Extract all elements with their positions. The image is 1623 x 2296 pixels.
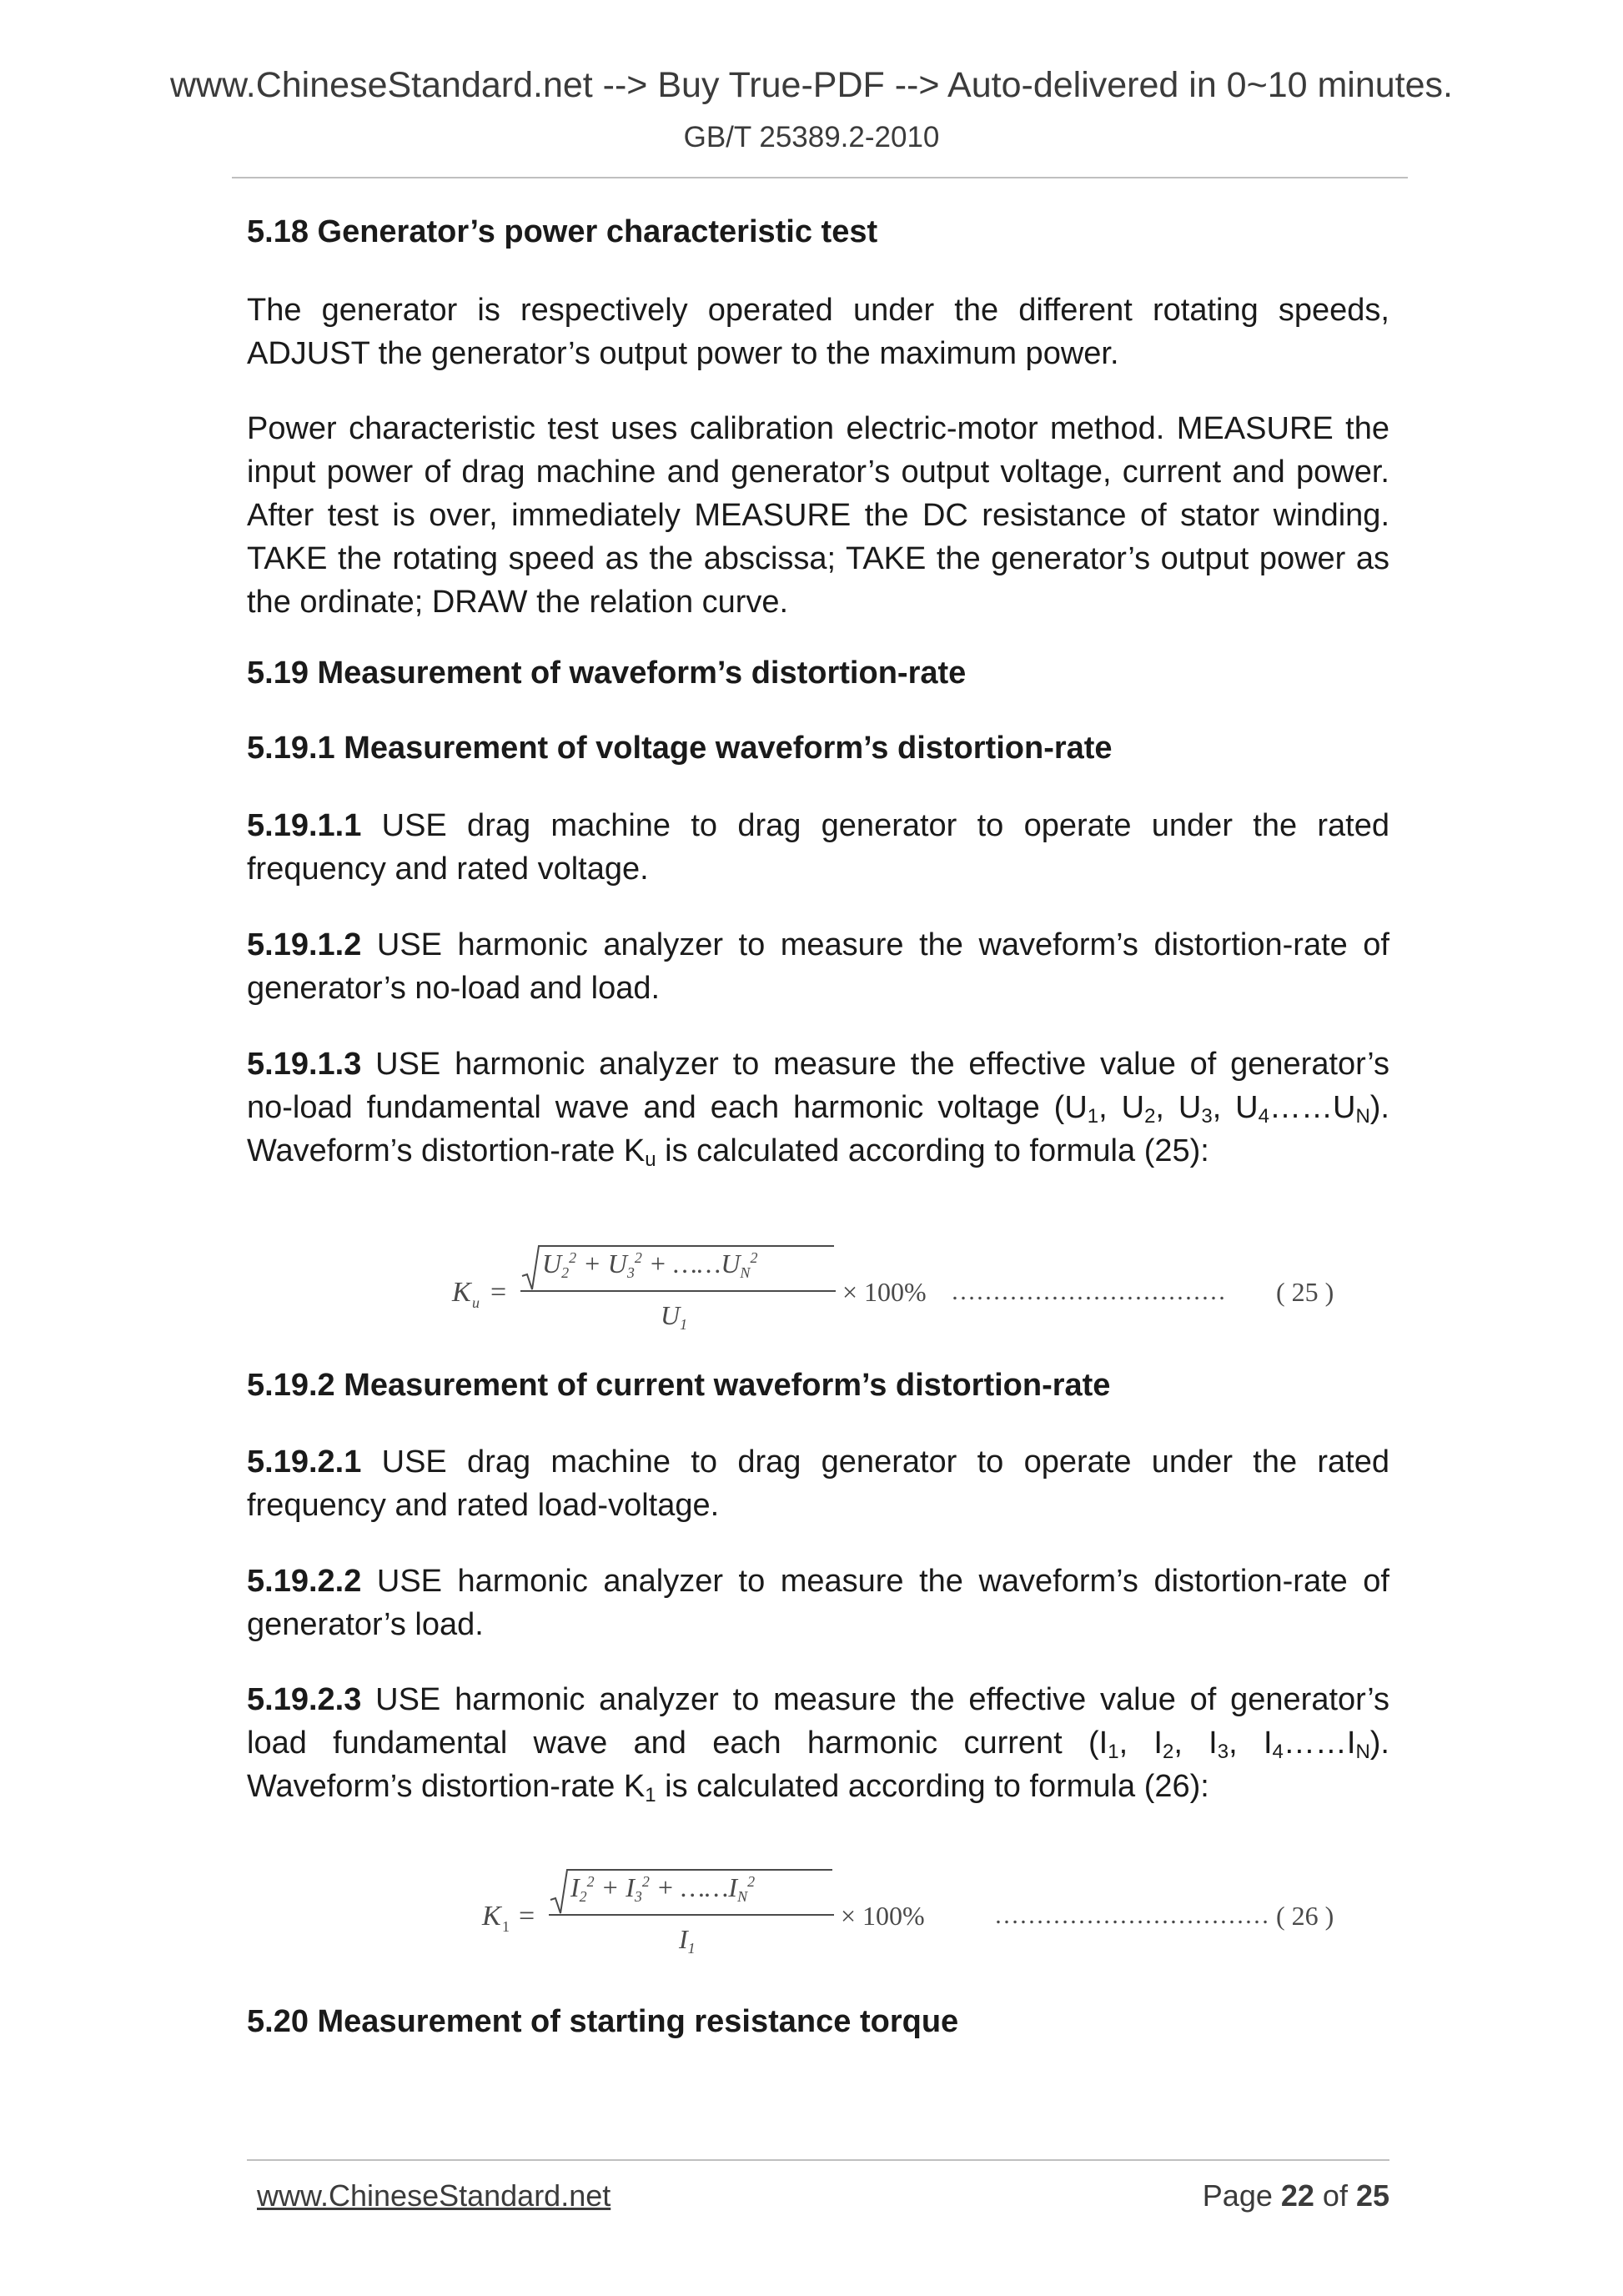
clause-text: is calculated according to formula (26): xyxy=(656,1769,1209,1804)
formula-dots: …………………………… xyxy=(951,1278,1226,1305)
page-indicator xyxy=(1203,2178,1389,2213)
formula-25 xyxy=(442,1241,1384,1333)
formula-numerator: $U2^2 + U3^2$ + $\dots\dots UN^2$ xyxy=(542,1248,758,1281)
clause-number: 5.19.1.2 xyxy=(247,927,362,962)
clause-text: USE drag machine to drag generator to operate under the rated frequency and rated load-voltage. xyxy=(247,1444,1389,1523)
footer-site-link[interactable]: www.ChineseStandard.net xyxy=(257,2178,611,2213)
clause-number: 5.19.2.2 xyxy=(247,1564,362,1599)
section-5-18-paragraph-2: Power characteristic test uses calibration electric-motor method. MEASURE the input power of drag machine and generator’s output voltage, current and power. After test is over, immediately MEASURE the DC resistance of stator winding. TAKE the rotating speed as the abscissa; TAKE the generator’s output power as the ordinate; DRAW the relation curve. xyxy=(247,411,1389,620)
standard-code: GB/T 25389.2-2010 xyxy=(683,121,940,153)
section-5-19-title: 5.19 Measurement of waveform’s distortion-rate xyxy=(247,656,967,691)
formula-26 xyxy=(475,1865,1384,1957)
clause-text: ). Waveform’s distortion-rate K xyxy=(247,1726,1389,1804)
section-5-19-2-title: 5.19.2 Measurement of current waveform’s distortion-rate xyxy=(247,1368,1111,1403)
formula-number: ( 25 ) xyxy=(1276,1277,1334,1307)
formula-denominator: I1 xyxy=(679,1924,696,1957)
clause-text: USE harmonic analyzer to measure the waveform’s distortion-rate of generator’s no-load and load. xyxy=(247,927,1389,1006)
svg-text:=: = xyxy=(519,1901,535,1932)
section-5-18-title: 5.18 Generator’s power characteristic test xyxy=(247,214,878,249)
clause-5-19-1-1 xyxy=(247,804,1389,891)
svg-text:K: K xyxy=(482,1901,501,1932)
clause-number: 5.19.2.1 xyxy=(247,1444,362,1480)
formula-numerator: $I2^2 + I3^2$ + $\dots\dots IN^2$ xyxy=(570,1872,756,1905)
footer-divider xyxy=(247,2159,1389,2161)
subscript: 1 xyxy=(1087,1105,1099,1128)
clause-text: is calculated according to formula (25): xyxy=(656,1133,1209,1168)
formula-dots: …………………………… xyxy=(994,1902,1269,1929)
formula-factor: × 100% xyxy=(842,1277,927,1307)
page-prefix: Page xyxy=(1202,2178,1281,2213)
section-5-19-1-title: 5.19.1 Measurement of voltage waveform’s distortion-rate xyxy=(247,731,1113,766)
formula-factor: × 100% xyxy=(841,1901,925,1931)
section-5-20-title: 5.20 Measurement of starting resistance torque xyxy=(247,2004,959,2039)
clause-text: ). Waveform’s distortion-rate K xyxy=(247,1090,1389,1168)
clause-5-19-2-3: 5.19.2.3 USE harmonic analyzer to measure the effective value of generator’s load fundamental wave and each harmonic current ($I_1$, $I_2$, $I_3$, $I_4\dots\dots I_N$). Waveform’s distortion-rate $K_1$ is calculated according to formula (26): xyxy=(247,1682,1389,1806)
clause-text: USE drag machine to drag generator to operate under the rated frequency and rated voltage. xyxy=(247,808,1389,887)
clause-text: USE harmonic analyzer to measure the waveform’s distortion-rate of generator’s load. xyxy=(247,1564,1389,1642)
page-of: of xyxy=(1314,2178,1356,2213)
clause-text: USE harmonic analyzer to measure the effective value of generator’s no-load fundamental wave and each harmonic voltage (U xyxy=(247,1047,1389,1125)
formula-number: ( 26 ) xyxy=(1276,1901,1334,1931)
svg-text:1: 1 xyxy=(502,1918,510,1935)
clause-text: USE harmonic analyzer to measure the effective value of generator’s load fundamental wave and each harmonic current (I xyxy=(247,1682,1389,1761)
header-divider xyxy=(232,177,1408,178)
subscript: u xyxy=(645,1148,656,1171)
page-number: 22 xyxy=(1280,2178,1314,2213)
clause-number: 5.19.1.3 xyxy=(247,1047,362,1082)
clause-number: 5.19.1.1 xyxy=(247,808,362,843)
page-total: 25 xyxy=(1355,2178,1389,2213)
svg-text:=: = xyxy=(490,1277,507,1308)
clause-5-19-2-2 xyxy=(247,1560,1389,1646)
clause-number: 5.19.2.3 xyxy=(247,1682,362,1717)
formula-denominator: U1 xyxy=(661,1300,688,1333)
formula-lhs: K xyxy=(452,1277,471,1308)
header-banner: www.ChineseStandard.net --> Buy True-PDF --> Auto-delivered in 0~10 minutes. xyxy=(169,65,1453,105)
clause-5-19-1-2 xyxy=(247,923,1389,1010)
svg-text:u: u xyxy=(472,1294,480,1311)
clause-5-19-2-1 xyxy=(247,1440,1389,1527)
section-5-18-paragraph-1: The generator is respectively operated under the different rotating speeds, ADJUST the generator’s output power to the maximum power. xyxy=(247,293,1389,371)
clause-5-19-1-3: 5.19.1.3 USE harmonic analyzer to measure the effective value of generator’s no-load fundamental wave and each harmonic voltage ($U_1$, $U_2$, $U_3$, $U_4\dots\dots U_N$). Waveform’s distortion-rate $K_u$ is calculated according to formula (25): xyxy=(247,1047,1389,1171)
